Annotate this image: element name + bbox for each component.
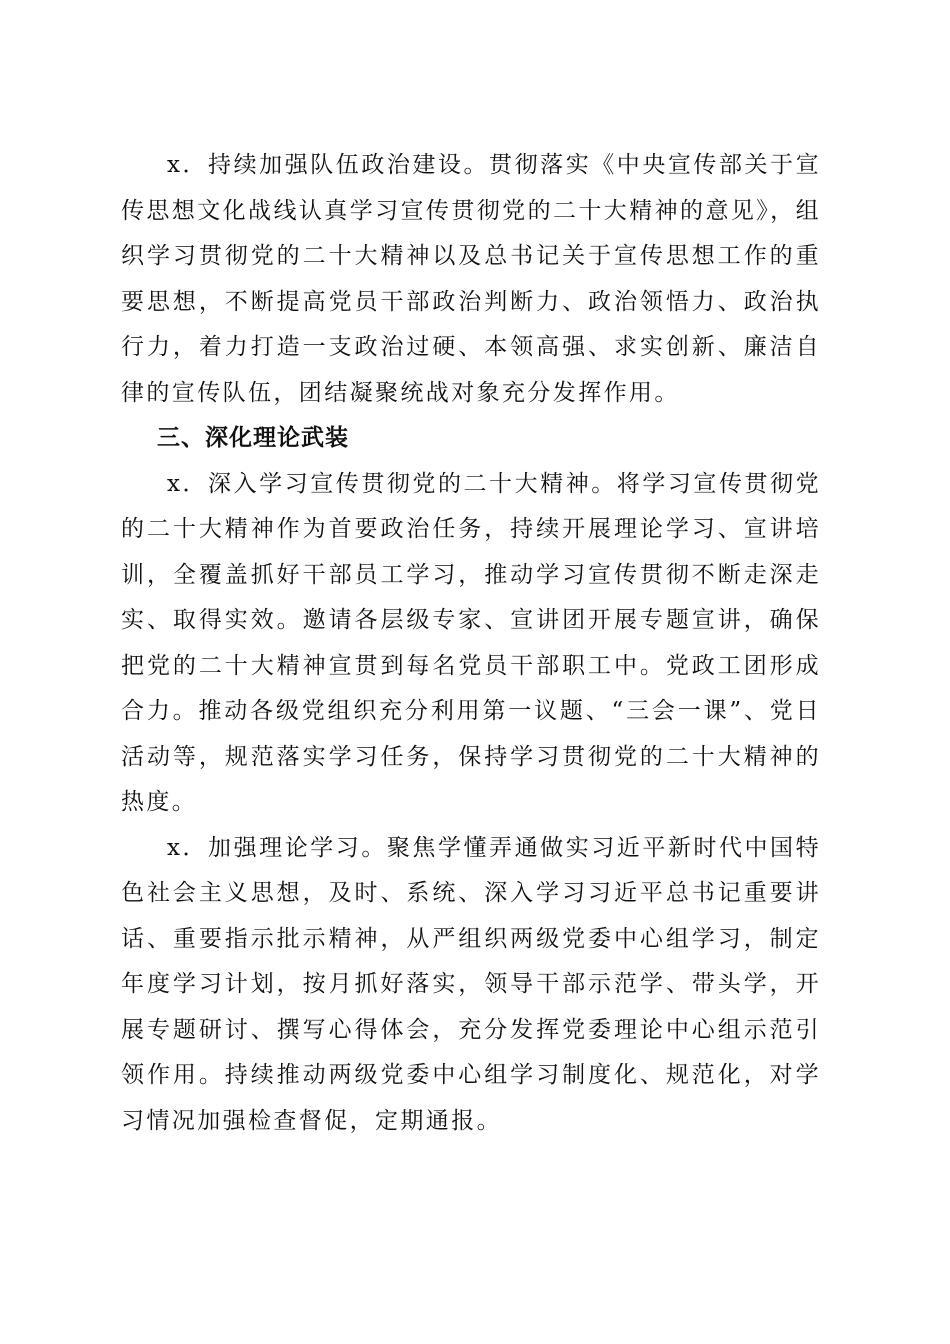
- paragraph-study-spirit: x．深入学习宣传贯彻党的二十大精神。将学习宣传贯彻党的二十大精神作为首要政治任务，持续开展理论学习、宣讲培训，全覆盖抓好干部员工学习，推动学习宣传贯彻不断走深走实、取得实效。邀请各层级专家、宣讲团开展专题宣讲，确保把党的二十大精神宣贯到每名党员干部职工中。党政工团形成合力。推动各级党组织充分利用第一议题、“三会一课”、党日活动等，规范落实学习任务，保持学习贯彻党的二十大精神的热度。: [121, 470, 821, 815]
- document-body: [121, 143, 821, 1144]
- section-heading: 三、深化理论武装: [157, 425, 349, 451]
- paragraph-theory-study: x．加强理论学习。聚焦学懂弄通做实习近平新时代中国特色社会主义思想，及时、系统、深入学习习近平总书记重要讲话、重要指示批示精神，从严组织两级党委中心组学习，制定年度学习计划，按月抓好落实，领导干部示范学、带头学，开展专题研讨、撰写心得体会，充分发挥党委理论中心组示范引领作用。持续推动两级党委中心组学习制度化、规范化，对学习情况加强检查督促，定期通报。: [121, 834, 821, 1134]
- paragraph-team-building: x．持续加强队伍政治建设。贯彻落实《中央宣传部关于宣传思想文化战线认真学习宣传贯彻党的二十大精神的意见》，组织学习贯彻党的二十大精神以及总书记关于宣传思想工作的重要思想，不断提高党员干部政治判断力、政治领悟力、政治执行力，着力打造一支政治过硬、本领高强、求实创新、廉洁自律的宣传队伍，团结凝聚统战对象充分发挥作用。: [121, 152, 821, 406]
